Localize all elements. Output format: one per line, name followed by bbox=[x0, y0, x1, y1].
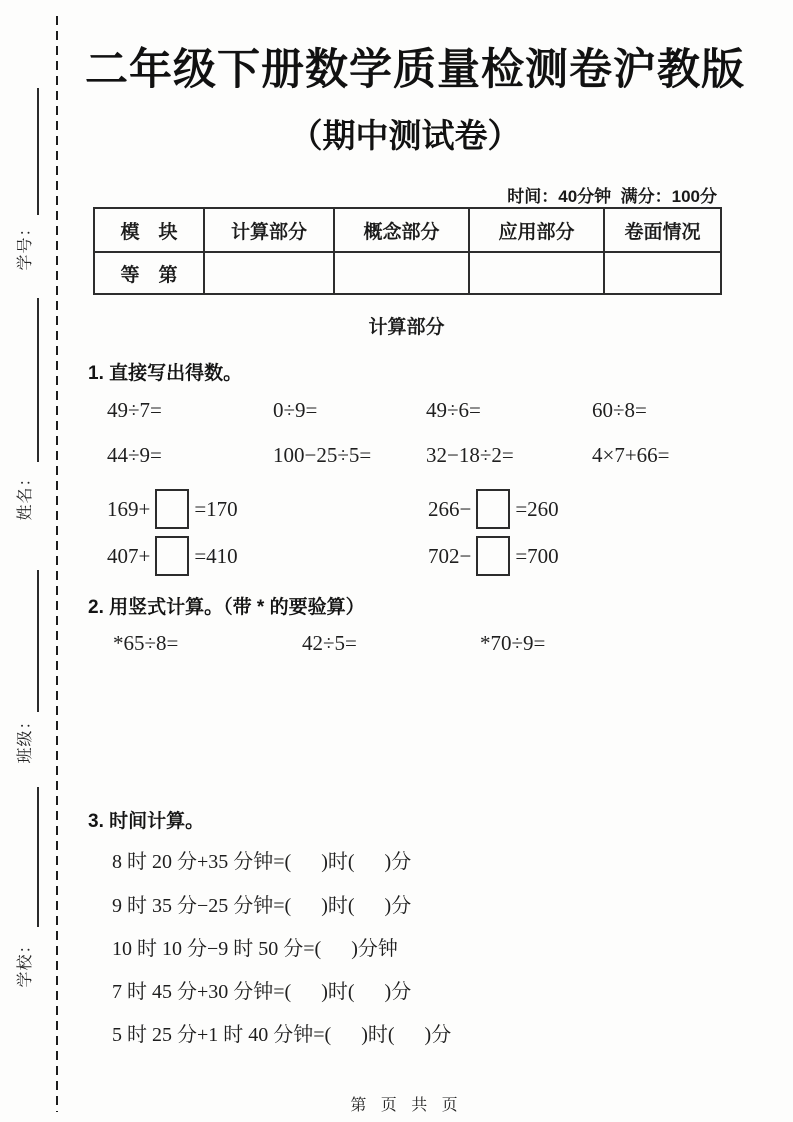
fill-4-pre: 702− bbox=[428, 543, 472, 568]
score-header-calculation: 计算部分 bbox=[204, 208, 334, 252]
fill-2-post: =260 bbox=[515, 496, 559, 521]
score-header-neatness: 卷面情况 bbox=[604, 208, 721, 252]
score-table-header-row bbox=[94, 208, 721, 252]
grade-cell-neatness bbox=[604, 252, 721, 294]
fill-2-answer-box bbox=[476, 489, 510, 529]
school-writing-line bbox=[37, 787, 39, 927]
q1-eq-7: 32−18÷2= bbox=[426, 443, 514, 467]
section-title-calculation: 计算部分 bbox=[368, 317, 445, 338]
q1-heading: 1. 直接写出得数。 bbox=[88, 363, 243, 384]
score-header-concept: 概念部分 bbox=[334, 208, 469, 252]
score-header-module: 模 块 bbox=[94, 208, 204, 252]
q1-eq-5: 44÷9= bbox=[107, 443, 162, 467]
q1-equation-row-2 bbox=[0, 443, 793, 473]
fill-1-answer-box bbox=[155, 489, 189, 529]
q2-eq-3: *70÷9= bbox=[480, 631, 546, 655]
fill-2-pre: 266− bbox=[428, 496, 472, 521]
q1-eq-1: 49÷7= bbox=[107, 398, 162, 422]
student-id-label: 学号： bbox=[17, 219, 34, 271]
page-title: 二年级下册数学质量检测卷沪教版 bbox=[85, 46, 745, 94]
q1-equation-row-1 bbox=[0, 398, 793, 428]
page-subtitle: （期中测试卷） bbox=[289, 117, 521, 154]
grade-cell-application bbox=[469, 252, 604, 294]
school-label: 学校： bbox=[17, 936, 34, 988]
q1-fill-equation-4 bbox=[428, 534, 559, 578]
q1-eq-3: 49÷6= bbox=[426, 398, 481, 422]
q1-fill-equation-1 bbox=[107, 487, 238, 531]
score-table bbox=[93, 207, 722, 295]
q3-line-5: 5 时 25 分+1 时 40 分钟=( )时( )分 bbox=[112, 1024, 452, 1046]
fill-1-post: =170 bbox=[194, 496, 238, 521]
q3-line-1: 8 时 20 分+35 分钟=( )时( )分 bbox=[112, 851, 412, 873]
q2-eq-1: *65÷8= bbox=[113, 631, 179, 655]
student-name-writing-line bbox=[37, 298, 39, 462]
score-table-grade-row bbox=[94, 252, 721, 294]
fill-3-answer-box bbox=[155, 536, 189, 576]
q1-eq-8: 4×7+66= bbox=[592, 443, 670, 467]
grade-cell-calculation bbox=[204, 252, 334, 294]
fill-1-pre: 169+ bbox=[107, 496, 151, 521]
q1-eq-6: 100−25÷5= bbox=[273, 443, 372, 467]
fill-3-pre: 407+ bbox=[107, 543, 151, 568]
class-label: 班级： bbox=[17, 712, 34, 764]
fill-3-post: =410 bbox=[194, 543, 238, 568]
q1-eq-4: 60÷8= bbox=[592, 398, 647, 422]
q2-eq-2: 42÷5= bbox=[302, 631, 357, 655]
exam-meta: 时间：40分钟 满分：100分 bbox=[507, 187, 717, 206]
q1-fill-equation-3 bbox=[107, 534, 238, 578]
student-name-label: 姓名： bbox=[17, 469, 34, 521]
q2-heading: 2. 用竖式计算。（带 * 的要验算） bbox=[88, 597, 365, 618]
fill-4-post: =700 bbox=[515, 543, 559, 568]
q3-line-4: 7 时 45 分+30 分钟=( )时( )分 bbox=[112, 981, 412, 1003]
q1-eq-2: 0÷9= bbox=[273, 398, 318, 422]
q3-line-2: 9 时 35 分−25 分钟=( )时( )分 bbox=[112, 895, 412, 917]
q1-fill-equation-2 bbox=[428, 487, 559, 531]
seal-dashed-line bbox=[56, 16, 58, 1112]
q3-heading: 3. 时间计算。 bbox=[88, 811, 205, 832]
grade-cell-concept bbox=[334, 252, 469, 294]
grade-row-label: 等 第 bbox=[94, 252, 204, 294]
student-id-writing-line bbox=[37, 88, 39, 215]
page-footer: 第 页 共 页 bbox=[350, 1097, 463, 1114]
fill-4-answer-box bbox=[476, 536, 510, 576]
q3-line-3: 10 时 10 分−9 时 50 分=( )分钟 bbox=[112, 938, 398, 960]
score-header-application: 应用部分 bbox=[469, 208, 604, 252]
q2-equation-row bbox=[0, 631, 793, 661]
